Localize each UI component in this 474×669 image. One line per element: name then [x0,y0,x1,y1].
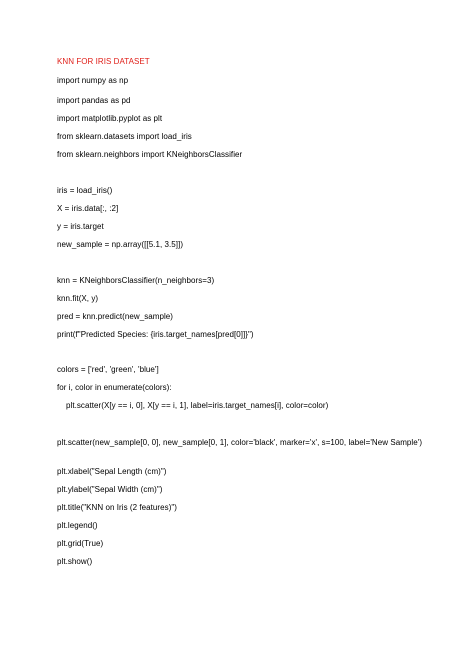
code-line: knn.fit(X, y) [57,294,99,303]
code-line: import numpy as np [57,76,129,85]
code-line: import matplotlib.pyplot as plt [57,114,163,123]
code-line: for i, color in enumerate(colors): [57,383,172,392]
code-line: import pandas as pd [57,96,131,105]
code-line: X = iris.data[:, :2] [57,204,119,213]
code-line: plt.show() [57,557,93,566]
code-line: colors = ['red', 'green', 'blue'] [57,365,159,374]
code-line: plt.legend() [57,521,98,530]
code-line: plt.ylabel("Sepal Width (cm)") [57,485,163,494]
code-line: iris = load_iris() [57,186,113,195]
code-line: plt.scatter(X[y == i, 0], X[y == i, 1], label=iris.target_names[i], color=color) [66,401,329,410]
code-line: from sklearn.neighbors import KNeighborsClassifier [57,150,243,159]
code-line: plt.xlabel("Sepal Length (cm)") [57,467,167,476]
code-line: pred = knn.predict(new_sample) [57,312,174,321]
code-line: print(f"Predicted Species: {iris.target_names[pred[0]]}") [57,330,254,339]
code-line: from sklearn.datasets import load_iris [57,132,192,141]
code-line: plt.title("KNN on Iris (2 features)") [57,503,178,512]
document-title: KNN FOR IRIS DATASET [57,57,150,66]
code-line: y = iris.target [57,222,104,231]
code-line: plt.scatter(new_sample[0, 0], new_sample[0, 1], color='black', marker='x', s=100, label='New Sample') [57,438,423,447]
code-line: plt.grid(True) [57,539,104,548]
code-line: new_sample = np.array([[5.1, 3.5]]) [57,240,184,249]
code-line: knn = KNeighborsClassifier(n_neighbors=3) [57,276,215,285]
